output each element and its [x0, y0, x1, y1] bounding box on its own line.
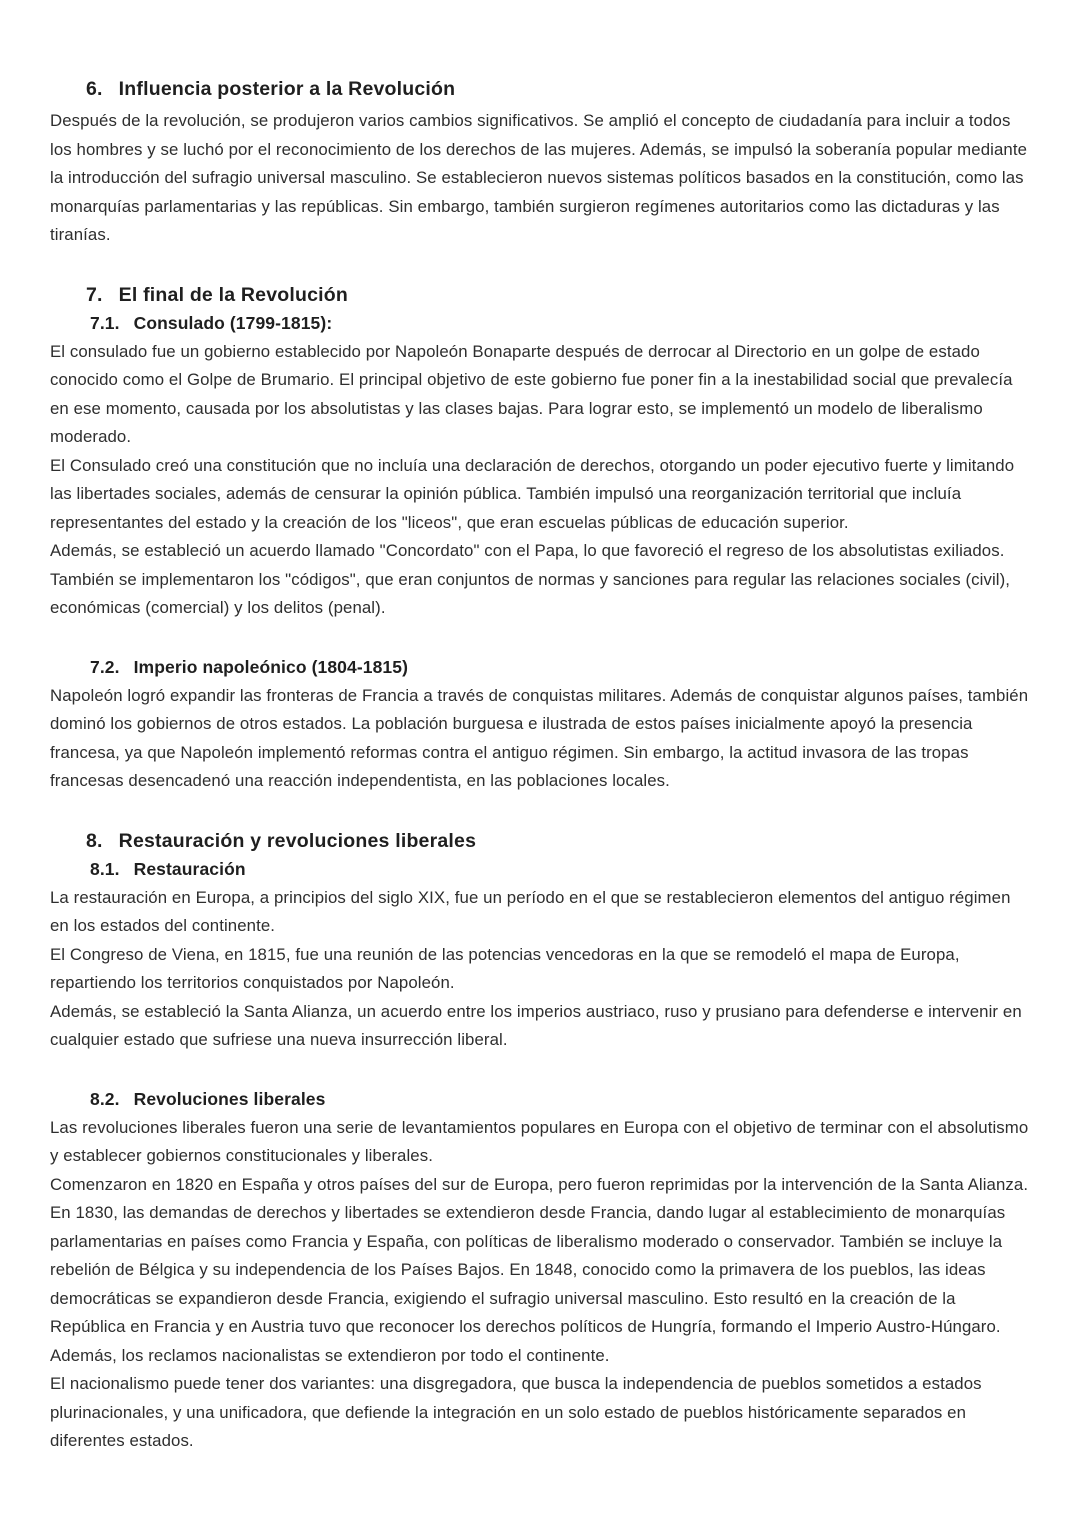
- section-title-text: El final de la Revolución: [118, 283, 348, 306]
- section-number: 6.: [86, 78, 103, 100]
- paragraph: El nacionalismo puede tener dos variantes: una disgregadora, que busca la independencia de pueblos sometidos a estados plurinacionales, y una unificadora, que defiende la integración en un solo estado de pueblos históricamente separados en diferentes estados.: [50, 1374, 982, 1450]
- section-heading: [50, 284, 1030, 307]
- subsection-heading: [50, 657, 1030, 678]
- paragraph: La restauración en Europa, a principios del siglo XIX, fue un período en el que se restablecieron elementos del antiguo régimen en los estados del continente.: [50, 887, 1011, 935]
- paragraph: Comenzaron en 1820 en España y otros países del sur de Europa, pero fueron reprimidas por la intervención de la Santa Alianza. En 1830, las demandas de derechos y libertades se extendieron desde Francia, dando lugar al establecimiento de monarquías parlamentarias en países como Francia y España, con políticas de liberalismo moderado o conservador. También se incluye la rebelión de Bélgica y su independencia de los Países Bajos. En 1848, conocido como la primavera de los pueblos, las ideas democráticas se expandieron desde Francia, exigiendo el sufragio universal masculino. Esto resultó en la creación de la República en Francia y en Austria tuvo que reconocer los derechos políticos de Hungría, formando el Imperio Austro-Húngaro. Además, los reclamos nacionalistas se extendieron por todo el continente.: [50, 1174, 1029, 1365]
- section-final-revolucion: [50, 284, 1030, 796]
- paragraph: Napoleón logró expandir las fronteras de Francia a través de conquistas militares. Además de conquistar algunos países, también dominó los gobiernos de otros estados. La población burguesa e ilustrada de estos países inicialmente apoyó la presencia francesa, ya que Napoleón implementó reformas contra el antiguo régimen. Sin embargo, la actitud invasora de las tropas francesas desencadenó una reacción independentista, en las poblaciones locales.: [50, 685, 1029, 790]
- subsection-title-text: Revoluciones liberales: [133, 1088, 326, 1109]
- section-title-text: Restauración y revoluciones liberales: [118, 829, 477, 852]
- paragraph: El Consulado creó una constitución que no incluía una declaración de derechos, otorgando un poder ejecutivo fuerte y limitando las libertades sociales, además de censurar la opinión pública. También impulsó una reorganización territorial que incluía representantes del estado y la creación de los "liceos", que eran escuelas públicas de educación superior.: [50, 455, 1015, 532]
- section-number: 7.: [86, 283, 103, 306]
- section-heading: [50, 830, 1030, 853]
- subsection-consulado: [50, 313, 1030, 623]
- subsection-heading: [50, 313, 1030, 334]
- subsection-heading: [50, 1089, 1030, 1110]
- paragraph: El consulado fue un gobierno establecido por Napoleón Bonaparte después de derrocar al Directorio en un golpe de estado conocido como el Golpe de Brumario. El principal objetivo de este gobierno fue poner fin a la inestabilidad social que prevalecía en ese momento, causada por los absolutistas y las clases bajas. Para lograr esto, se implementó un modelo de liberalismo moderado.: [50, 341, 1013, 446]
- section-restauracion-revoluciones: [50, 830, 1030, 1456]
- section-heading: [50, 78, 1030, 101]
- paragraph: El Congreso de Viena, en 1815, fue una reunión de las potencias vencedoras en la que se remodeló el mapa de Europa, repartiendo los territorios conquistados por Napoleón.: [50, 944, 960, 992]
- subsection-revoluciones-liberales: [50, 1089, 1030, 1456]
- section-title-text: Influencia posterior a la Revolución: [118, 78, 456, 100]
- paragraph: Las revoluciones liberales fueron una serie de levantamientos populares en Europa con el objetivo de terminar con el absolutismo y establecer gobiernos constitucionales y liberales.: [50, 1117, 1029, 1165]
- subsection-title-text: Consulado (1799-1815):: [133, 312, 333, 333]
- subsection-number: 8.1.: [90, 858, 120, 879]
- paragraph: Además, se estableció un acuerdo llamado "Concordato" con el Papa, lo que favoreció el regreso de los absolutistas exiliados. También se implementaron los "códigos", que eran conjuntos de normas y sanciones para regular las relaciones sociales (civil), económicas (comercial) y los delitos (penal).: [50, 541, 1011, 617]
- section-influencia-posterior: [50, 78, 1030, 250]
- subsection-heading: [50, 859, 1030, 880]
- paragraph: Además, se estableció la Santa Alianza, un acuerdo entre los imperios austriaco, ruso y prusiano para defenderse e intervenir en cualquier estado que sufriese una nueva insurrección liberal.: [50, 1001, 1022, 1049]
- subsection-title-text: Restauración: [133, 858, 246, 879]
- subsection-restauracion: [50, 859, 1030, 1055]
- subsection-imperio-napoleonico: [50, 657, 1030, 796]
- subsection-number: 7.1.: [90, 312, 120, 333]
- subsection-title-text: Imperio napoleónico (1804-1815): [133, 656, 409, 677]
- subsection-number: 8.2.: [90, 1088, 120, 1109]
- paragraph: Después de la revolución, se produjeron varios cambios significativos. Se amplió el concepto de ciudadanía para incluir a todos los hombres y se luchó por el reconocimiento de los derechos de las mujeres. Además, se impulsó la soberanía popular mediante la introducción del sufragio universal masculino. Se establecieron nuevos sistemas políticos basados en la constitución, como las monarquías parlamentarias y las repúblicas. Sin embargo, también surgieron regímenes autoritarios como las dictaduras y las tiranías.: [50, 111, 1028, 244]
- subsection-number: 7.2.: [90, 656, 120, 677]
- section-number: 8.: [86, 829, 103, 852]
